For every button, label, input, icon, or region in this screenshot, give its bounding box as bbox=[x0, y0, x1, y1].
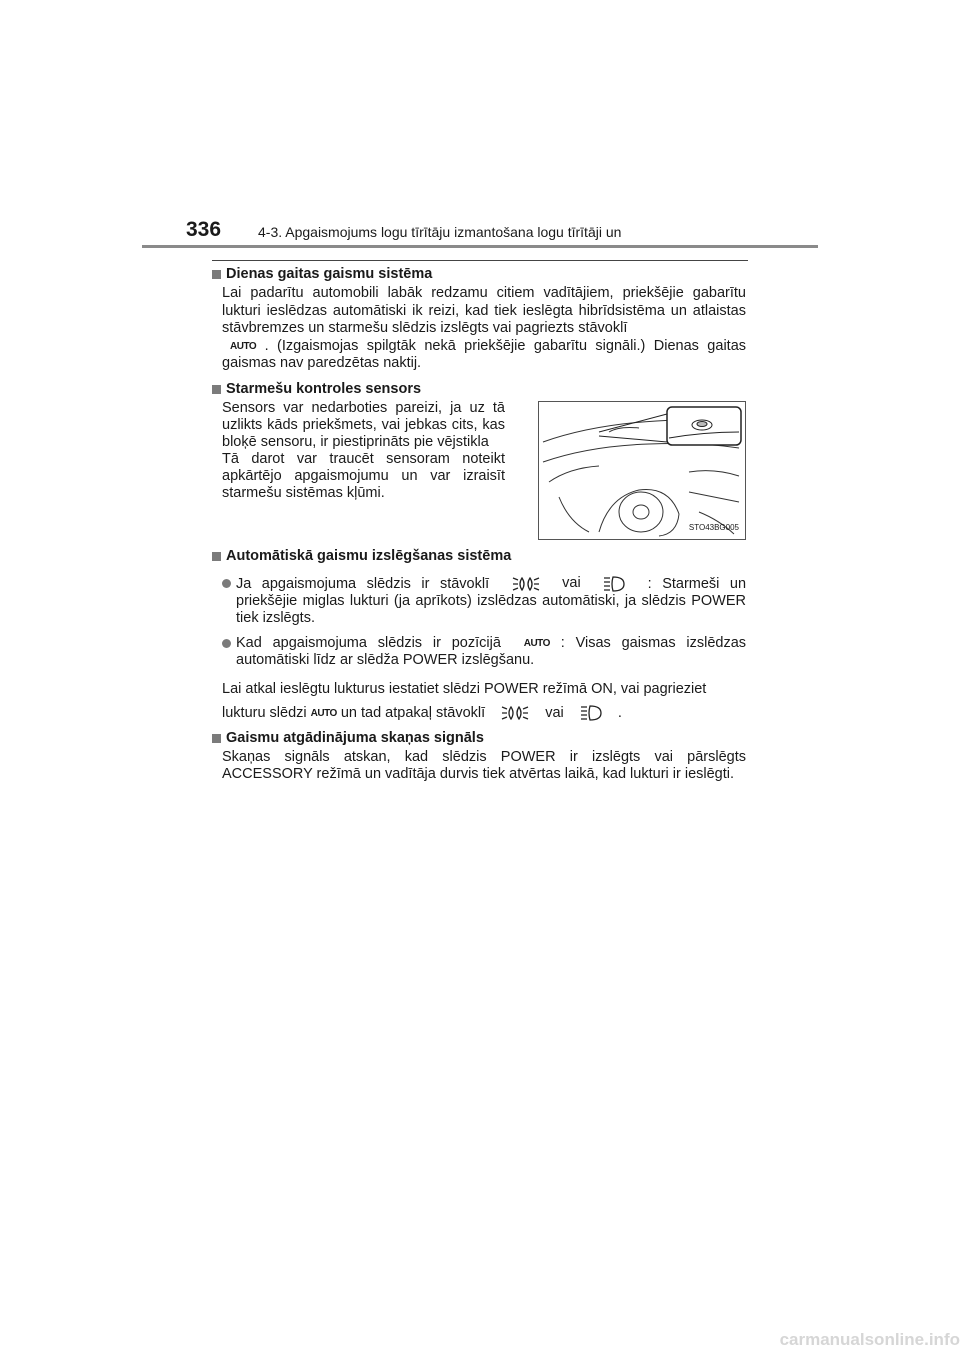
bullet-1-part-a: Ja apgaismojuma slēdzis ir stāvoklī bbox=[236, 575, 490, 592]
bullet-2-part-a: Kad apgaismojuma slēdzis ir pozīcijā bbox=[236, 634, 501, 651]
auto-icon: AUTO bbox=[310, 707, 337, 719]
note-end: . bbox=[617, 704, 622, 721]
daytime-paragraph bbox=[222, 285, 746, 373]
tail-light-icon bbox=[512, 575, 540, 593]
bullet-1-text bbox=[236, 575, 746, 627]
bullet-1-or: vai bbox=[562, 575, 581, 592]
note-or: vai bbox=[545, 704, 564, 721]
daytime-text-after: . (Izgaismojas spilgtāk nekā priekšējie gabarītu signāli.) Dienas gaitas gaismas nav paredzētas naktij. bbox=[222, 337, 747, 371]
note-part-b: un tad atpakaļ stāvoklī bbox=[340, 704, 486, 721]
auto-icon: AUTO bbox=[523, 637, 550, 649]
headlight-icon bbox=[603, 575, 625, 593]
sensor-heading bbox=[212, 381, 746, 398]
daytime-text-before: Lai padarītu automobili labāk redzamu citiem vadītājiem, priekšējie gabarītu lukturi ieslēdzas automātiski ik reizi, kad tiek ieslēgta hibrīdsistēma un atlaistas stāvbremzes un starmešu slēdzis izslēgts vai pagriezts stāvoklī bbox=[222, 285, 746, 336]
list-item bbox=[222, 575, 746, 627]
square-bullet-icon bbox=[212, 270, 221, 279]
bullet-2-text bbox=[236, 635, 746, 669]
daytime-heading bbox=[212, 266, 746, 283]
reminder-paragraph: Skaņas signāls atskan, kad slēdzis POWER ir izslēgts vai pārslēgts ACCESSORY režīmā un vadītāja durvis tiek atvērtas laikā, kad lukturi ir ieslēgti. bbox=[222, 748, 746, 782]
sensor-text-2: Tā darot var traucēt sensoram noteikt apkārtējo apgaismojumu un var izraisīt starmešu sistēmas kļūmi. bbox=[222, 450, 505, 501]
note-paragraph bbox=[222, 677, 746, 726]
square-bullet-icon bbox=[212, 385, 221, 394]
round-bullet-icon bbox=[222, 639, 231, 648]
watermark: carmanualsonline.info bbox=[779, 1330, 960, 1349]
reminder-heading-text: Gaismu atgādinājuma skaņas signāls bbox=[226, 729, 484, 746]
section-rule bbox=[212, 260, 748, 261]
page-content bbox=[212, 266, 746, 783]
auto-off-heading-text: Automātiskā gaismu izslēgšanas sistēma bbox=[226, 547, 512, 564]
reminder-heading bbox=[212, 730, 746, 747]
bullet-2-part-b: : Visas gaismas izslēdzas automātiski līdz ar slēdža POWER izslēgšanu. bbox=[236, 634, 747, 668]
header-title: 4-3. Apgaismojums logu tīrītāju izmantošana logu tīrītāji un bbox=[258, 224, 622, 240]
header-rule bbox=[142, 245, 818, 248]
sensor-text-1: Sensors var nedarboties pareizi, ja uz tā uzlikts kāds priekšmets, vai jebkas cits, kas bloķē sensoru, ir piestiprināts pie vējstikla bbox=[222, 399, 505, 450]
headlight-icon bbox=[580, 704, 602, 722]
list-item bbox=[222, 635, 746, 669]
figure-label: STO43BG005 bbox=[688, 522, 739, 532]
sensor-figure bbox=[538, 401, 746, 540]
sensor-text bbox=[222, 400, 505, 540]
note-line-1: Lai atkal ieslēgtu lukturus iestatiet slēdzi POWER režīmā ON, vai pagrieziet bbox=[222, 680, 707, 697]
square-bullet-icon bbox=[212, 734, 221, 743]
square-bullet-icon bbox=[212, 552, 221, 561]
sensor-heading-text: Starmešu kontroles sensors bbox=[226, 380, 422, 397]
note-part-a: lukturu slēdzi bbox=[222, 704, 307, 721]
auto-off-heading bbox=[212, 548, 746, 565]
round-bullet-icon bbox=[222, 579, 231, 588]
tail-light-icon bbox=[501, 704, 529, 722]
page-number: 336 bbox=[186, 218, 222, 241]
sensor-block bbox=[222, 400, 746, 540]
daytime-heading-text: Dienas gaitas gaismu sistēma bbox=[226, 266, 433, 282]
auto-icon: AUTO bbox=[230, 340, 257, 352]
bullet-1-part-b: : Starmeši un priekšējie miglas lukturi (ja aprīkots) izslēdzas automātiski, ja slēdzis POWER tiek izslēgts. bbox=[236, 575, 747, 626]
